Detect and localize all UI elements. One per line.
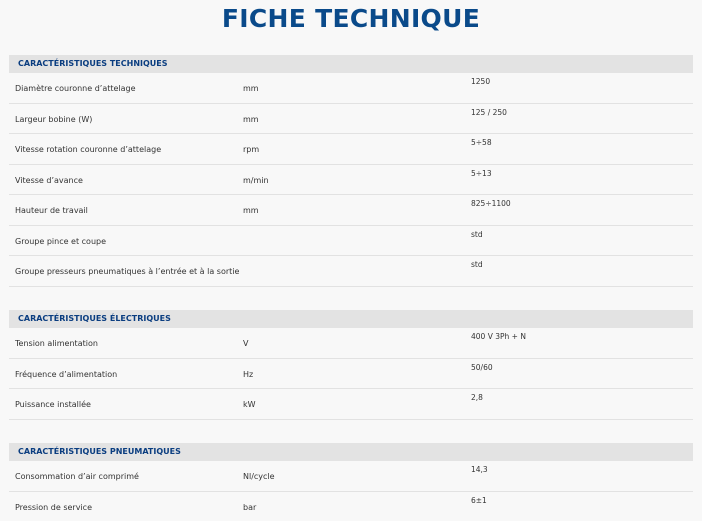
row-value: 1250: [471, 77, 491, 86]
row-label: Groupe presseurs pneumatiques à l’entrée et à la sortie: [15, 267, 240, 276]
table-row: [9, 328, 693, 359]
row-label: Largeur bobine (W): [15, 114, 93, 124]
row-unit: Nl/cycle: [243, 472, 275, 481]
table-row: [9, 165, 693, 196]
table-row: [9, 104, 693, 135]
table-row: [9, 195, 693, 226]
row-unit: mm: [243, 84, 259, 93]
section-technical: [9, 55, 693, 287]
section-pneumatic: [9, 443, 693, 521]
row-label: Puissance installée: [15, 400, 91, 409]
table-row: [9, 461, 693, 492]
row-label: Groupe pince et coupe: [15, 236, 107, 246]
row-value: 400 V 3Ph + N: [471, 332, 526, 341]
row-label: Fréquence d’alimentation: [15, 369, 118, 379]
row-unit: kW: [243, 400, 256, 409]
row-label: Vitesse rotation couronne d’attelage: [15, 145, 162, 154]
table-row: [9, 73, 693, 104]
row-value: 2,8: [471, 393, 483, 402]
row-unit: m/min: [243, 175, 269, 185]
row-value: 125 / 250: [471, 107, 507, 117]
table-row: [9, 389, 693, 420]
row-value: 6±1: [471, 495, 487, 505]
row-label: Hauteur de travail: [15, 206, 88, 215]
row-label: Diamètre couronne d’attelage: [15, 84, 136, 93]
table-row: [9, 256, 693, 287]
row-value: 14,3: [471, 465, 488, 474]
row-unit: rpm: [243, 145, 260, 154]
row-unit: mm: [243, 114, 259, 124]
row-value: 5÷58: [471, 138, 492, 147]
row-label: Tension alimentation: [15, 339, 98, 348]
row-value: 825÷1100: [471, 199, 511, 208]
row-label: Consommation d’air comprimé: [15, 472, 139, 481]
row-unit: Hz: [243, 369, 254, 379]
row-value: std: [471, 229, 483, 239]
row-unit: V: [243, 339, 249, 348]
row-value: std: [471, 260, 483, 269]
row-unit: bar: [243, 502, 257, 512]
section-header: CARACTÉRISTIQUES PNEUMATIQUES: [9, 443, 693, 461]
row-value: 50/60: [471, 362, 493, 372]
row-label: Vitesse d’avance: [15, 175, 83, 185]
row-unit: mm: [243, 206, 259, 215]
row-label: Pression de service: [15, 502, 92, 512]
section-header: CARACTÉRISTIQUES ÉLECTRIQUES: [9, 310, 693, 328]
page-title: FICHE TECHNIQUE: [221, 4, 481, 33]
table-row: [9, 134, 693, 165]
table-row: [9, 359, 693, 390]
table-row: [9, 492, 693, 521]
row-value: 5÷13: [471, 168, 492, 178]
section-electrical: [9, 310, 693, 420]
table-row: [9, 226, 693, 257]
section-header: CARACTÉRISTIQUES TECHNIQUES: [9, 55, 693, 73]
